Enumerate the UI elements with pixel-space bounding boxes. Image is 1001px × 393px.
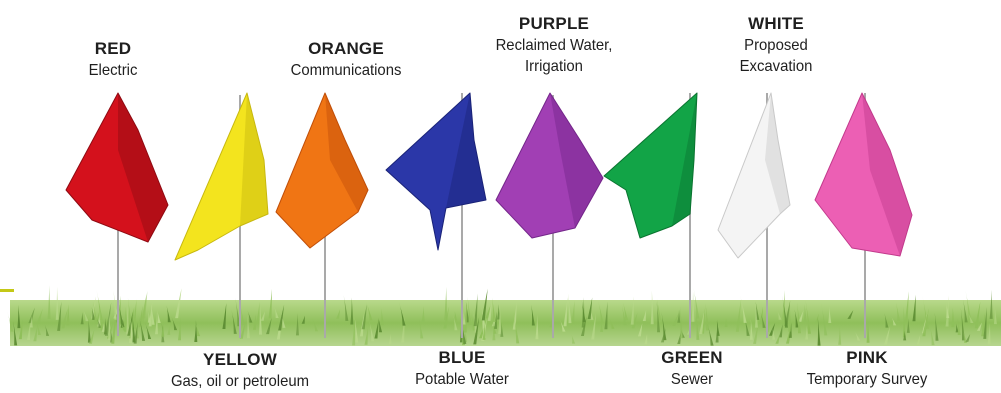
flag-name-red: RED	[94, 39, 132, 58]
label-purple	[491, 13, 617, 77]
flag-name-orange: ORANGE	[308, 39, 384, 58]
flag-name-blue: BLUE	[438, 348, 486, 367]
label-red	[87, 38, 139, 81]
flag-use2-purple: Irrigation	[525, 58, 583, 75]
accent-mark	[0, 289, 14, 292]
flag-use2-white: Excavation	[739, 58, 813, 75]
flag-use-blue: Potable Water	[415, 371, 509, 388]
label-orange	[286, 38, 405, 81]
flag-name-pink: PINK	[846, 348, 888, 367]
label-green	[661, 347, 722, 390]
flag-use-pink: Temporary Survey	[806, 371, 928, 388]
flag-use-yellow: Gas, oil or petroleum	[170, 373, 310, 390]
flag-name-white: WHITE	[748, 14, 804, 33]
label-blue	[412, 347, 513, 390]
flag-use-white: Proposed	[744, 37, 808, 54]
grass-strip	[10, 300, 1001, 346]
flag-use-purple: Reclaimed Water,	[495, 37, 613, 54]
flag-red	[66, 93, 168, 336]
flag-use-green: Sewer	[670, 371, 714, 388]
flag-name-purple: PURPLE	[518, 14, 590, 33]
label-yellow	[166, 349, 315, 392]
flag-name-yellow: YELLOW	[203, 350, 277, 369]
flag-use-red: Electric	[88, 62, 138, 79]
flag-use-orange: Communications	[290, 62, 402, 79]
flag-name-green: GREEN	[661, 348, 723, 367]
label-white	[737, 13, 815, 77]
label-pink	[802, 347, 932, 390]
